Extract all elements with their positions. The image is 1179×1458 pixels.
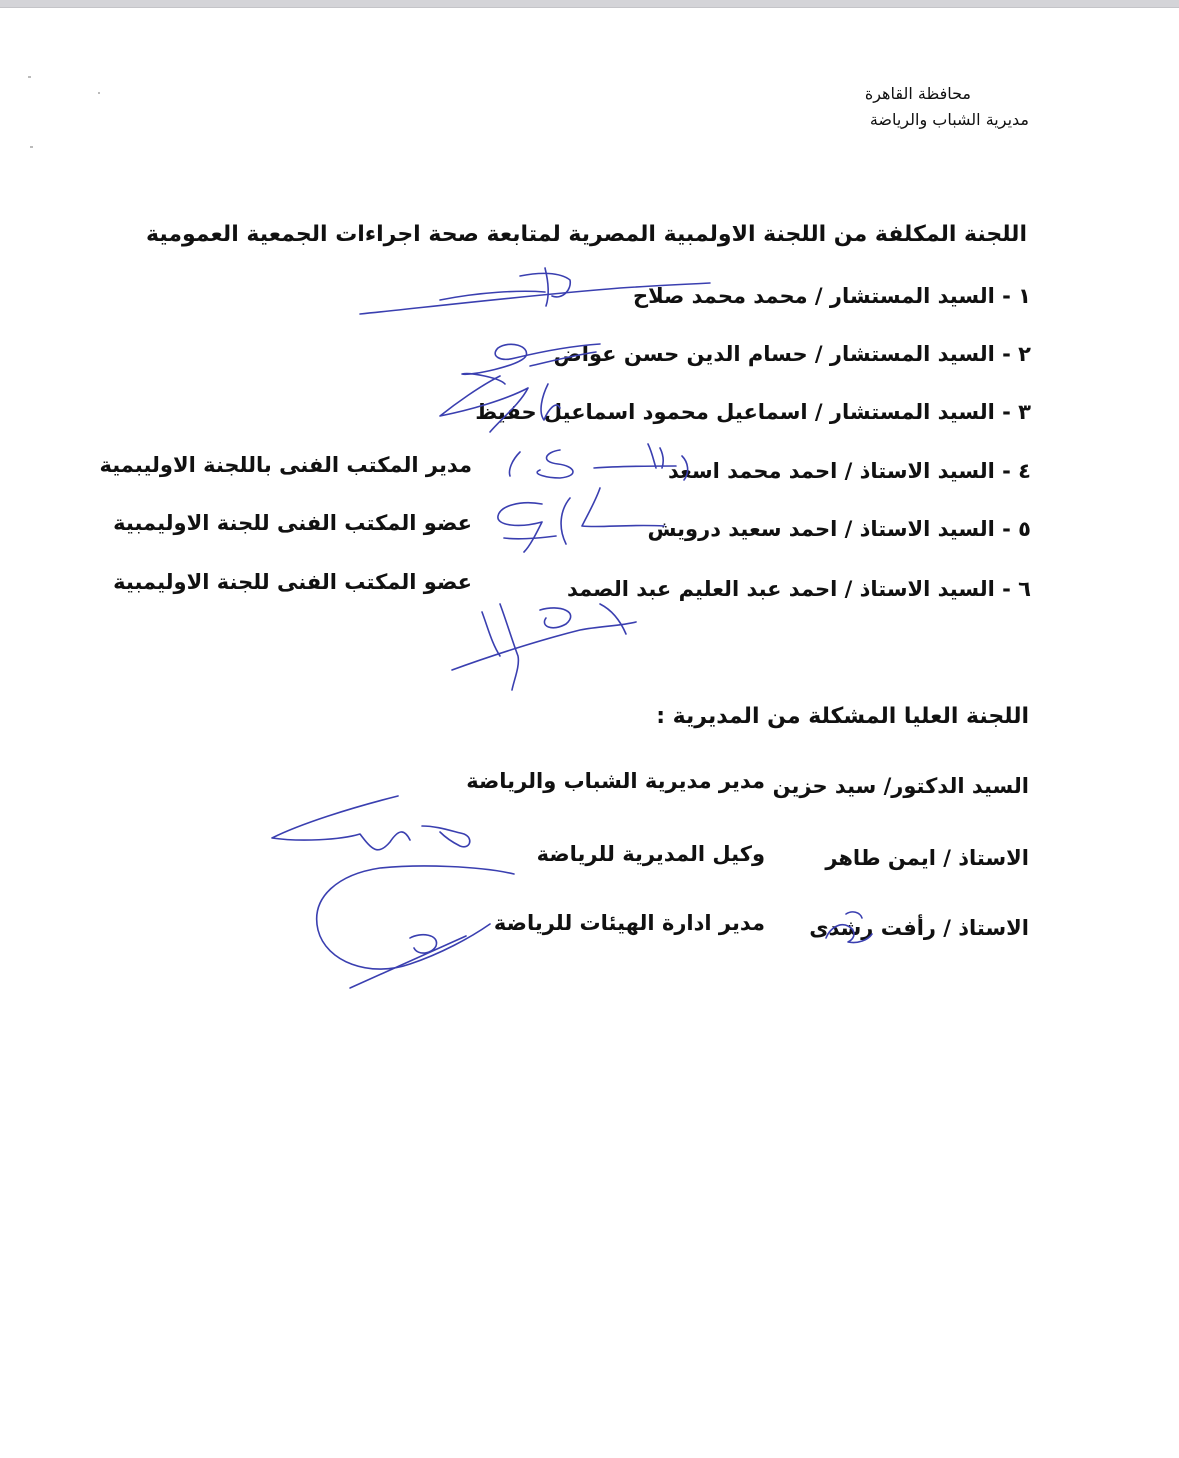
committee-member-1: ١ - السيد المستشار / محمد محمد صلاح	[632, 284, 1031, 308]
committee-title: اللجنة المكلفة من اللجنة الاولمبية المصرية لمتابعة صحة اجراءات الجمعية العمومية	[146, 222, 1027, 247]
header-governorate: محافظة القاهرة	[864, 84, 971, 103]
signature-high-member-1	[272, 796, 470, 850]
high-member-1-role: مدير مديرية الشباب والرياضة	[466, 769, 765, 793]
committee-member-3: ٣ - السيد المستشار / اسماعيل محمود اسماعيل حفيظ	[475, 400, 1031, 424]
high-member-3-name: الاستاذ / رأفت رشدى	[809, 916, 1029, 940]
committee-member-6-role: عضو المكتب الفنى للجنة الاوليمبية	[113, 570, 472, 594]
committee-member-4: ٤ - السيد الاستاذ / احمد محمد اسعد	[668, 459, 1031, 483]
scan-speck	[98, 92, 100, 94]
signature-high-member-2	[317, 866, 514, 988]
header-directorate: مديرية الشباب والرياضة	[869, 110, 1029, 129]
scan-speck	[30, 146, 33, 148]
high-member-1-name: السيد الدكتور/ سيد حزين	[772, 774, 1029, 798]
high-member-2-name: الاستاذ / ايمن طاهر	[825, 846, 1029, 870]
committee-member-2: ٢ - السيد المستشار / حسام الدين حسن عواض	[553, 342, 1031, 366]
committee-member-4-role: مدير المكتب الفنى باللجنة الاوليبمية	[99, 453, 472, 477]
high-committee-title: اللجنة العليا المشكلة من المديرية :	[656, 704, 1029, 729]
committee-member-5-role: عضو المكتب الفنى للجنة الاوليمبية	[113, 511, 472, 535]
high-member-2-role: وكيل المديرية للرياضة	[536, 842, 765, 866]
committee-member-5: ٥ - السيد الاستاذ / احمد سعيد درويش	[647, 517, 1031, 541]
high-member-3-role: مدير ادارة الهيئات للرياضة	[493, 911, 765, 935]
scan-speck	[28, 76, 31, 78]
signature-member-4	[509, 444, 687, 480]
signature-member-5	[498, 488, 664, 552]
signature-member-6	[452, 604, 636, 690]
committee-member-6: ٦ - السيد الاستاذ / احمد عبد العليم عبد الصمد	[566, 577, 1031, 601]
